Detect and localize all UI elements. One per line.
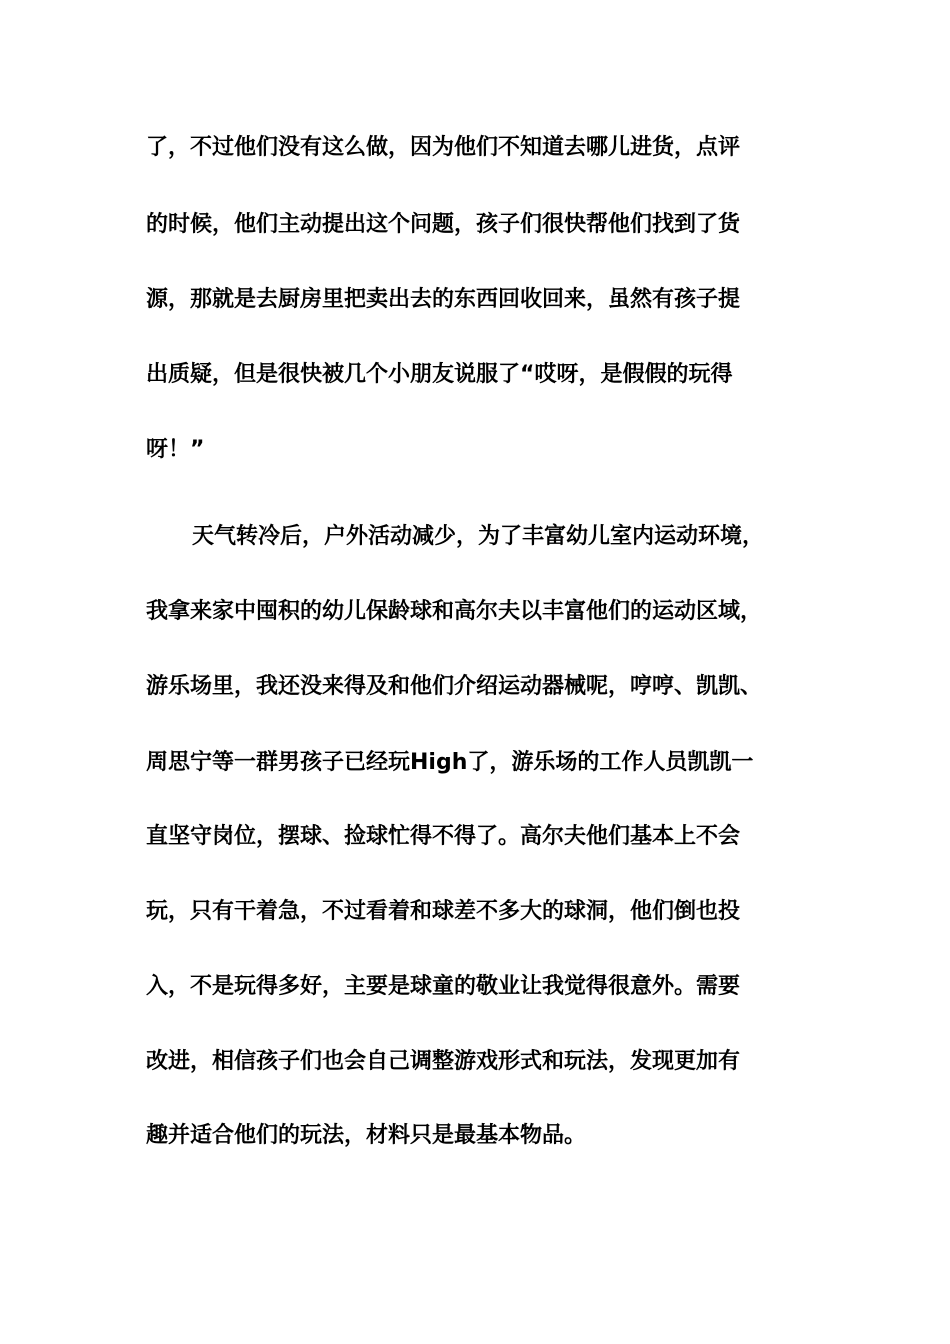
text-line-indented: 天气转冷后，户外活动减少，为了丰富幼儿室内运动环境， [192, 524, 765, 549]
text-line: 直坚守岗位，摆球、捡球忙得不得了。高尔夫他们基本上不会 [146, 824, 741, 849]
text-line: 出质疑，但是很快被几个小朋友说服了“哎呀，是假假的玩得 [146, 362, 733, 387]
text-line: 趣并适合他们的玩法，材料只是最基本物品。 [146, 1123, 587, 1148]
text-line: 了，不过他们没有这么做，因为他们不知道去哪儿进货，点评 [146, 135, 741, 160]
text-line: 游乐场里，我还没来得及和他们介绍运动器械呢，哼哼、凯凯、 [146, 674, 763, 699]
text-line: 呀！” [146, 437, 205, 462]
text-line: 我拿来家中囤积的幼儿保龄球和高尔夫以丰富他们的运动区域， [146, 599, 763, 624]
text-line: 的时候，他们主动提出这个问题，孩子们很快帮他们找到了货 [146, 212, 741, 237]
text-line: 源，那就是去厨房里把卖出去的东西回收回来，虽然有孩子提 [146, 287, 741, 312]
text-line: 玩，只有干着急，不过看着和球差不多大的球洞，他们倒也投 [146, 899, 741, 924]
text-line: 改进，相信孩子们也会自己调整游戏形式和玩法，发现更加有 [146, 1049, 741, 1074]
text-line: 周思宁等一群男孩子已经玩High了，游乐场的工作人员凯凯一 [146, 750, 754, 775]
text-line: 入，不是玩得多好，主要是球童的敬业让我觉得很意外。需要 [146, 974, 741, 999]
